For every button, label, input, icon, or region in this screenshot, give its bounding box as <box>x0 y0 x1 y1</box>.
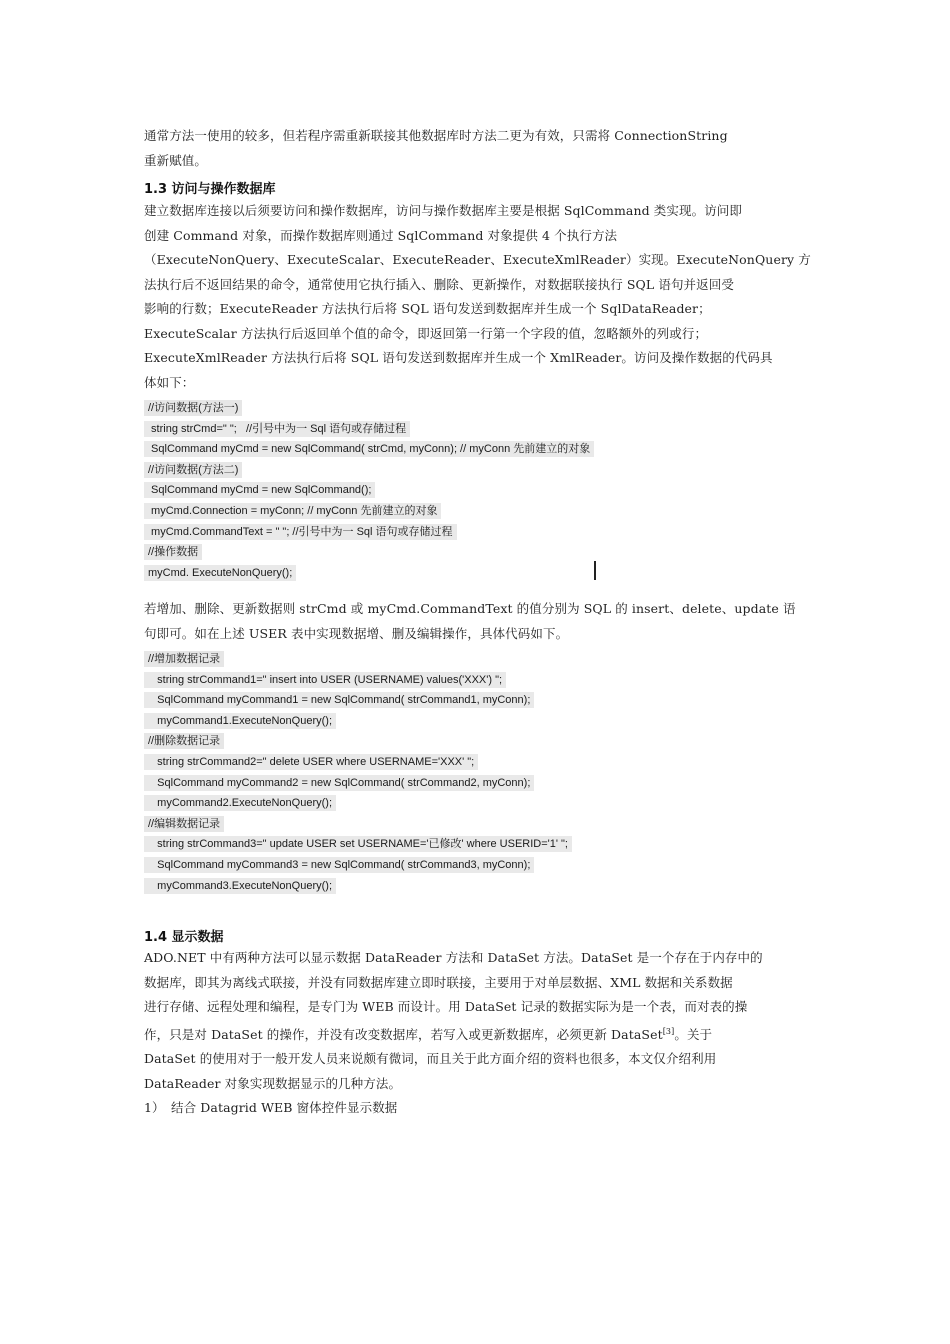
paragraph-display-data <box>144 946 812 1121</box>
code-line: SqlCommand myCmd = new SqlCommand( strCmd, myConn); // myConn 先前建立的对象 <box>144 439 604 460</box>
paragraph-connection-note <box>144 124 812 173</box>
text-line: 影响的行数；ExecuteReader 方法执行后将 SQL 语句发送到数据库并生成一个 SqlDataReader； <box>144 301 711 316</box>
text-line: ADO.NET 中有两种方法可以显示数据 DataReader 方法和 DataSet 方法。DataSet 是一个存在于内存中的 <box>144 950 763 965</box>
code-line: string strCmd=" "; //引号中为一 Sql 语句或存储过程 <box>144 419 604 440</box>
code-line: //删除数据记录 <box>144 731 584 752</box>
paragraph-access-db <box>144 199 812 395</box>
text-line: 数据库，即其为离线式联接，并没有同数据库建立即时联接，主要用于对单层数据、XML 数据和关系数据 <box>144 974 733 990</box>
code-block-access <box>144 398 604 583</box>
text-line: 进行存储、远程处理和编程，是专门为 WEB 而设计。用 DataSet 记录的数据实际为是一个表，而对表的操 <box>144 999 748 1014</box>
text-cursor <box>594 561 596 580</box>
list-item: 1） 结合 Datagrid WEB 窗体控件显示数据 <box>144 1100 398 1116</box>
text-line: 建立数据库连接以后须要访问和操作数据库，访问与操作数据库主要是根据 SqlCommand 类实现。访问即 <box>144 203 743 218</box>
code-line: SqlCommand myCmd = new SqlCommand(); <box>144 480 604 501</box>
paragraph-crud <box>144 597 812 646</box>
code-line: string strCommand2=" delete USER where USERNAME='XXX' "; <box>144 752 584 773</box>
section-heading-1-4: 1.4 显示数据 <box>144 930 224 945</box>
text-line: ExecuteXmlReader 方法执行后将 SQL 语句发送到数据库并生成一个 XmlReader。访问及操作数据的代码具 <box>144 350 773 365</box>
code-block-crud <box>144 649 584 896</box>
code-line: myCommand3.ExecuteNonQuery(); <box>144 876 584 897</box>
code-line: //访问数据(方法二) <box>144 460 604 481</box>
section-heading-1-3: 1.3 访问与操作数据库 <box>144 182 276 197</box>
text-line: DataReader 对象实现数据显示的几种方法。 <box>144 1075 402 1091</box>
text-line: 若增加、删除、更新数据则 strCmd 或 myCmd.CommandText 的值分别为 SQL 的 insert、delete、update 语 <box>144 601 796 616</box>
text-line: ExecuteScalar 方法执行后返回单个值的命令，即返回第一行第一个字段的值，忽略额外的列或行； <box>144 325 708 341</box>
code-line: myCmd. ExecuteNonQuery(); <box>144 563 604 584</box>
text-line: 创建 Command 对象，而操作数据库则通过 SqlCommand 对象提供 4 个执行方法 <box>144 227 618 243</box>
code-line: myCommand1.ExecuteNonQuery(); <box>144 711 584 732</box>
code-line: myCmd.CommandText = " "; //引号中为一 Sql 语句或存储过程 <box>144 522 604 543</box>
code-line: string strCommand3=" update USER set USERNAME='已修改' where USERID='1' "; <box>144 834 584 855</box>
text-line: 通常方法一使用的较多，但若程序需重新联接其他数据库时方法二更为有效，只需将 ConnectionString <box>144 128 728 143</box>
text-line: （ExecuteNonQuery、ExecuteScalar、ExecuteReader、ExecuteXmlReader）实现。ExecuteNonQuery 方 <box>144 252 811 267</box>
code-line: //编辑数据记录 <box>144 814 584 835</box>
code-line: myCmd.Connection = myConn; // myConn 先前建立的对象 <box>144 501 604 522</box>
code-line: //操作数据 <box>144 542 604 563</box>
code-line: string strCommand1=" insert into USER (USERNAME) values('XXX') "; <box>144 670 584 691</box>
text-line: 法执行后不返回结果的命令，通常使用它执行插入、删除、更新操作，对数据联接执行 SQL 语句并返回受 <box>144 276 734 292</box>
code-line: //访问数据(方法一) <box>144 398 604 419</box>
citation-ref: [3] <box>662 1026 675 1036</box>
code-line: SqlCommand myCommand1 = new SqlCommand( strCommand1, myConn); <box>144 690 584 711</box>
code-line: myCommand2.ExecuteNonQuery(); <box>144 793 584 814</box>
text-line: 重新赋值。 <box>144 152 208 168</box>
text-line: 作，只是对 DataSet 的操作，并没有改变数据库，若写入或更新数据库，必须更新 DataSet[3]。关于 <box>144 1026 713 1042</box>
text-line: 体如下： <box>144 374 195 390</box>
text-line: 句即可。如在上述 USER 表中实现数据增、删及编辑操作，具体代码如下。 <box>144 625 569 641</box>
code-line: SqlCommand myCommand3 = new SqlCommand( strCommand3, myConn); <box>144 855 584 876</box>
text-line: DataSet 的使用对于一般开发人员来说颇有微词，而且关于此方面介绍的资料也很多，本文仅介绍利用 <box>144 1051 717 1067</box>
code-line: SqlCommand myCommand2 = new SqlCommand( strCommand2, myConn); <box>144 773 584 794</box>
code-line: //增加数据记录 <box>144 649 584 670</box>
